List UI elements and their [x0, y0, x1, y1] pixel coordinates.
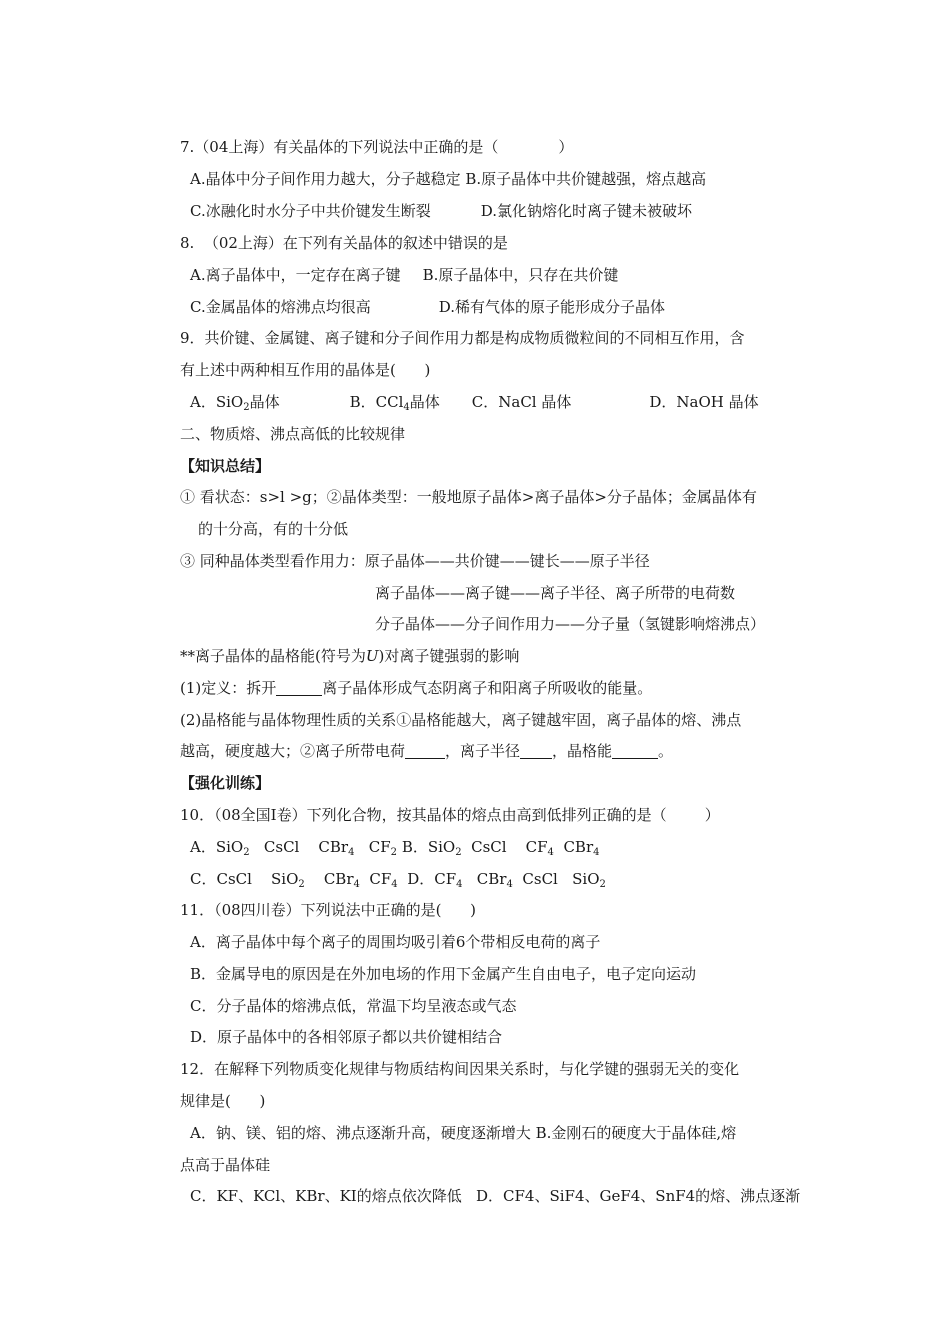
section-title: 二、物质熔、沸点高低的比较规律	[180, 425, 406, 443]
q9-option-d: D．NaOH 晶体	[649, 393, 759, 411]
q9-option-a: A．SiO$_2$晶体	[190, 393, 280, 413]
q9-stem-line1: 9．共价键、金属键、离子键和分子间作用力都是构成物质微粒间的不同相互作用，含	[180, 329, 745, 347]
q7-option-d: D.氯化钠熔化时离子键未被破坏	[480, 202, 692, 220]
q7-options-ab	[190, 169, 706, 189]
q8-option-d: D.稀有气体的原子能形成分子晶体	[438, 298, 665, 316]
rule-1-line2: 的十分高，有的十分低	[198, 520, 349, 538]
q8-stem: 8. （02上海）在下列有关晶体的叙述中错误的是	[180, 234, 508, 252]
q9-option-c: C．NaCl 晶体	[471, 393, 572, 411]
q12-options-cd: C．KF、KCl、KBr、KI的熔点依次降低 D．CF4、SiF4、GeF4、SnF4的熔、沸点逐渐	[190, 1187, 801, 1205]
relation-line1: (2)晶格能与晶体物理性质的关系①晶格能越大，离子键越牢固，离子晶体的熔、沸点	[180, 711, 742, 729]
q7-options-cd	[190, 201, 692, 221]
q11-option-a: A．离子晶体中每个离子的周围均吸引着6个带相反电荷的离子	[190, 933, 601, 951]
q11-option-c: C．分子晶体的熔沸点低，常温下均呈液态或气态	[190, 997, 517, 1015]
q11-option-d: D．原子晶体中的各相邻原子都以共价键相结合	[190, 1028, 503, 1046]
q10-options-cd: C．CsCl SiO$_2$ CBr$_4$ $CF_4$ D．$CF_4$ CBr$_4$ CsCl SiO$_2$	[190, 870, 606, 890]
q9-option-b: B．CCl$_4$晶体	[349, 393, 440, 413]
rule-3-line1: ③ 同种晶体类型看作用力：原子晶体——共价键——键长——原子半径	[180, 552, 650, 570]
q10-options-ab: A．SiO$_2$ CsCl CBr$_4$ $CF_2$ B．SiO$_2$ CsCl $CF_4$ CBr$_4$	[190, 838, 600, 858]
lattice-symbol: U	[365, 647, 379, 665]
q7-option-a: A.晶体中分子间作用力越大，分子越稳定	[190, 170, 461, 188]
q8-option-b: B.原子晶体中，只存在共价键	[422, 266, 619, 284]
training-heading: 【强化训练】	[180, 774, 271, 792]
rule-1-line1: ① 看状态：s>l >g；②晶体类型：一般地原子晶体>离子晶体>分子晶体；金属晶体有	[180, 488, 757, 506]
fill-blank[interactable]	[520, 743, 552, 759]
q12-stem-line2: 规律是( )	[180, 1092, 266, 1110]
fill-blank[interactable]	[276, 680, 322, 696]
q12-stem-line1: 12．在解释下列物质变化规律与物质结构间因果关系时，与化学键的强弱无关的变化	[180, 1060, 740, 1078]
q8-option-c: C.金属晶体的熔沸点均很高	[190, 298, 371, 316]
q9-options	[190, 392, 759, 418]
q8-option-a: A.离子晶体中，一定存在离子键	[190, 266, 401, 284]
q12-options-ab-line2: 点高于晶体硅	[180, 1156, 271, 1174]
q12-options-ab-line1: A．钠、镁、铝的熔、沸点逐渐升高，硬度逐渐增大 B.金刚石的硬度大于晶体硅,熔	[190, 1124, 737, 1142]
rule-3-line3: 分子晶体——分子间作用力——分子量（氢键影响熔沸点）	[375, 615, 766, 633]
relation-line2: 越高，硬度越大；②离子所带电荷 ，离子半径 ，晶格能 。	[180, 742, 674, 760]
q8-options-ab	[190, 265, 618, 285]
q7-option-b: B.原子晶体中共价键越强，熔点越高	[465, 170, 707, 188]
definition-line: (1)定义：拆开 离子晶体形成气态阴离子和阳离子所吸收的能量。	[180, 679, 653, 697]
summary-heading: 【知识总结】	[180, 457, 271, 475]
q7-option-c: C.冰融化时水分子中共价键发生断裂	[190, 202, 431, 220]
q11-option-b: B．金属导电的原因是在外加电场的作用下金属产生自由电子，电子定向运动	[190, 965, 697, 983]
q8-options-cd	[190, 297, 665, 317]
fill-blank[interactable]	[405, 743, 445, 759]
q7-stem: 7.（04上海）有关晶体的下列说法中正确的是（ ）	[180, 138, 574, 156]
fill-blank[interactable]	[612, 743, 658, 759]
q9-stem-line2: 有上述中两种相互作用的晶体是( )	[180, 361, 431, 379]
lattice-energy-heading: **离子晶体的晶格能(符号为U)对离子键强弱的影响	[180, 647, 520, 665]
rule-3-line2: 离子晶体——离子键——离子半径、离子所带的电荷数	[375, 584, 736, 602]
q10-stem: 10．（08全国Ⅰ卷）下列化合物，按其晶体的熔点由高到低排列正确的是（ ）	[180, 806, 720, 824]
q11-stem: 11．（08四川卷）下列说法中正确的是( )	[180, 901, 476, 919]
